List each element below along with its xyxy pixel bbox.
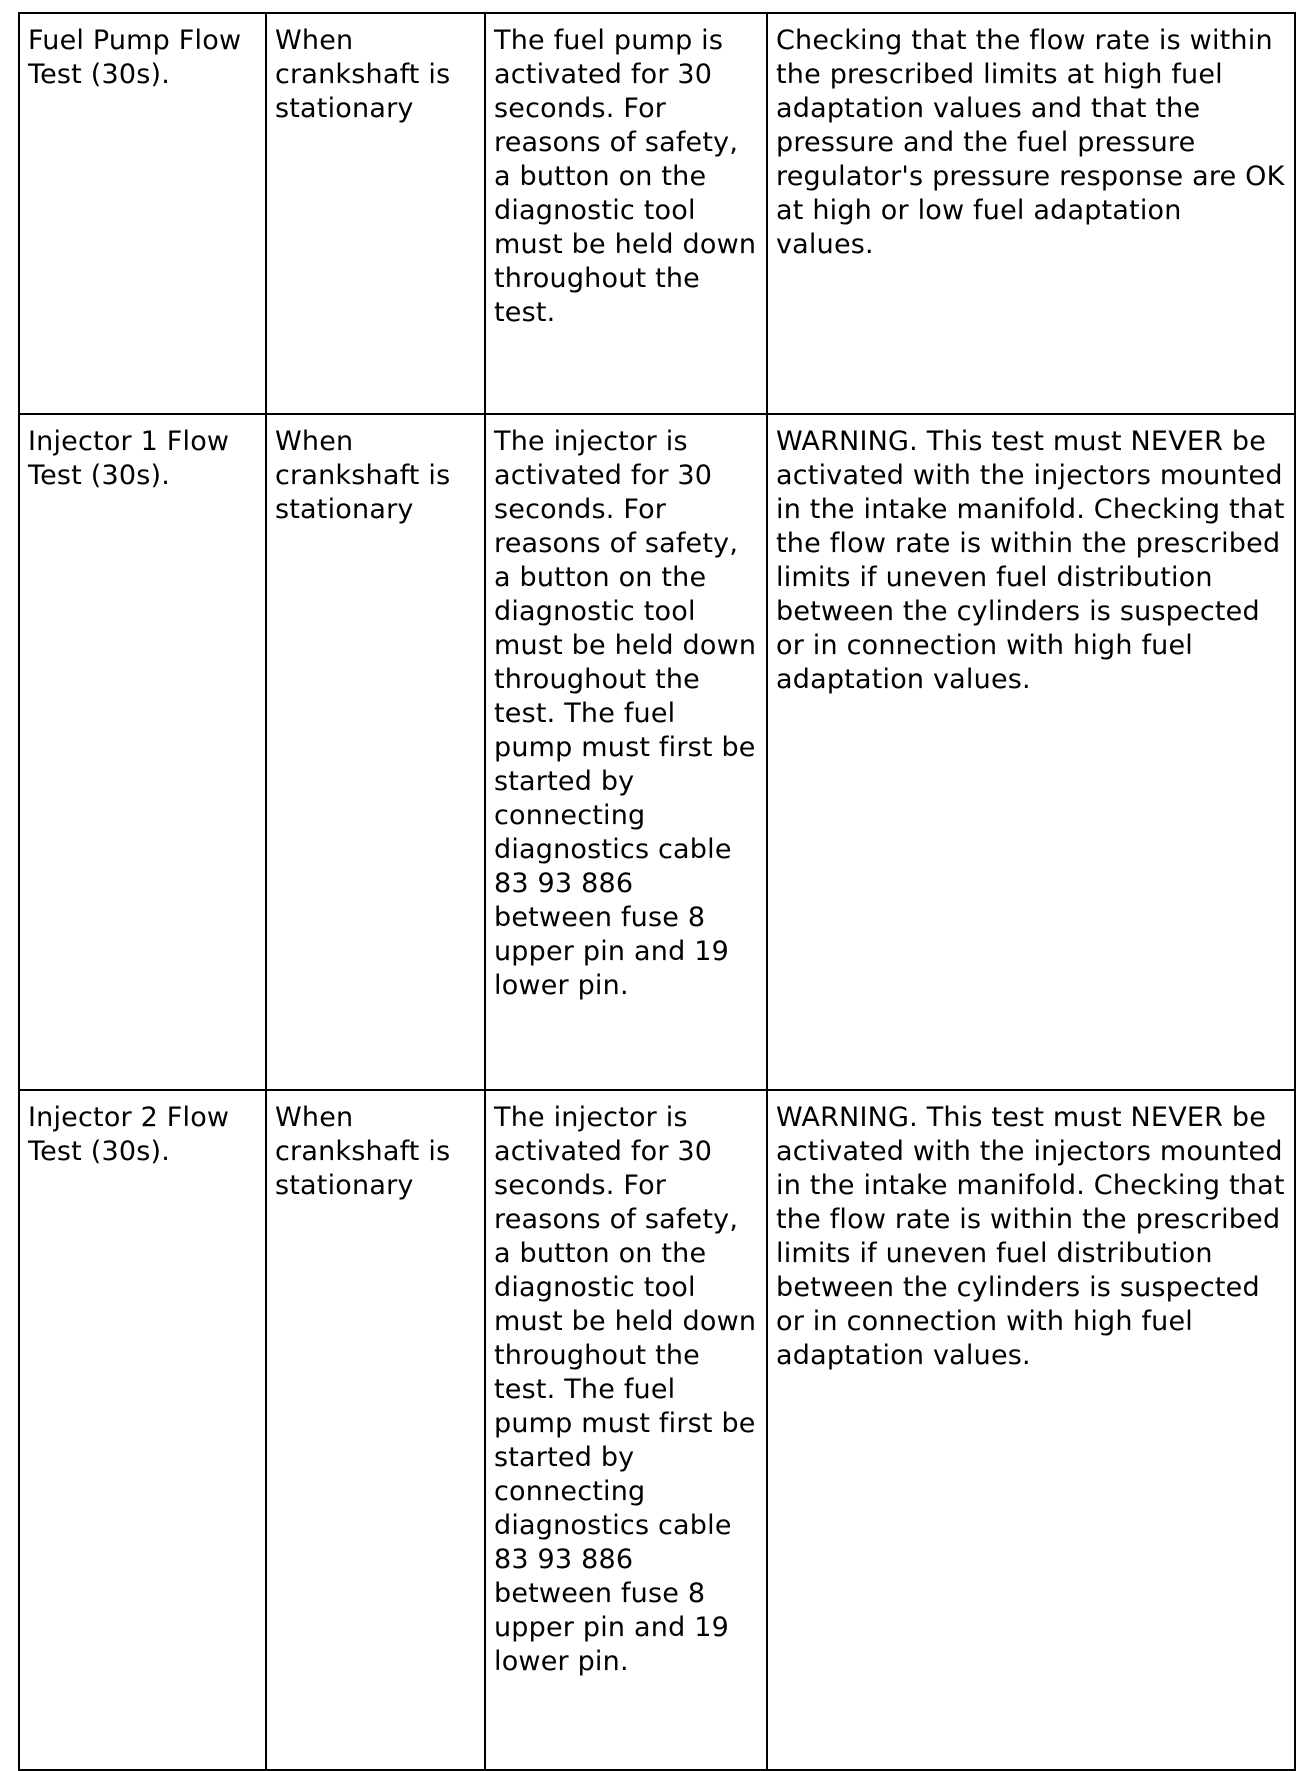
description-cell: The injector is activated for 30 seconds. For reasons of safety, a button on the diagnostic tool must be held down throughout the test. The fuel pump must first be started by connecting diagnostics cable 83 93 886 between fuse 8 upper pin and 19 lower pin. xyxy=(485,414,767,1090)
condition-cell: When crankshaft is stationary xyxy=(266,1090,485,1770)
condition-cell: When crankshaft is stationary xyxy=(266,414,485,1090)
table-row xyxy=(19,1090,1295,1770)
test-name-cell: Injector 2 Flow Test (30s). xyxy=(19,1090,266,1770)
description-cell: The injector is activated for 30 seconds. For reasons of safety, a button on the diagnostic tool must be held down throughout the test. The fuel pump must first be started by connecting diagnostics cable 83 93 886 between fuse 8 upper pin and 19 lower pin. xyxy=(485,1090,767,1770)
test-table xyxy=(18,12,1296,1771)
purpose-cell: WARNING. This test must NEVER be activated with the injectors mounted in the intake manifold. Checking that the flow rate is within the prescribed limits if uneven fuel distribution between the cylinders is suspected or in connection with high fuel adaptation values. xyxy=(767,414,1295,1090)
test-name-cell: Fuel Pump Flow Test (30s). xyxy=(19,13,266,414)
purpose-cell: Checking that the flow rate is within the prescribed limits at high fuel adaptation values and that the pressure and the fuel pressure regulator's pressure response are OK at high or low fuel adaptation values. xyxy=(767,13,1295,414)
table-row xyxy=(19,414,1295,1090)
purpose-cell: WARNING. This test must NEVER be activated with the injectors mounted in the intake manifold. Checking that the flow rate is within the prescribed limits if uneven fuel distribution between the cylinders is suspected or in connection with high fuel adaptation values. xyxy=(767,1090,1295,1770)
description-cell: The fuel pump is activated for 30 seconds. For reasons of safety, a button on the diagnostic tool must be held down throughout the test. xyxy=(485,13,767,414)
condition-cell: When crankshaft is stationary xyxy=(266,13,485,414)
table-row xyxy=(19,13,1295,414)
test-name-cell: Injector 1 Flow Test (30s). xyxy=(19,414,266,1090)
